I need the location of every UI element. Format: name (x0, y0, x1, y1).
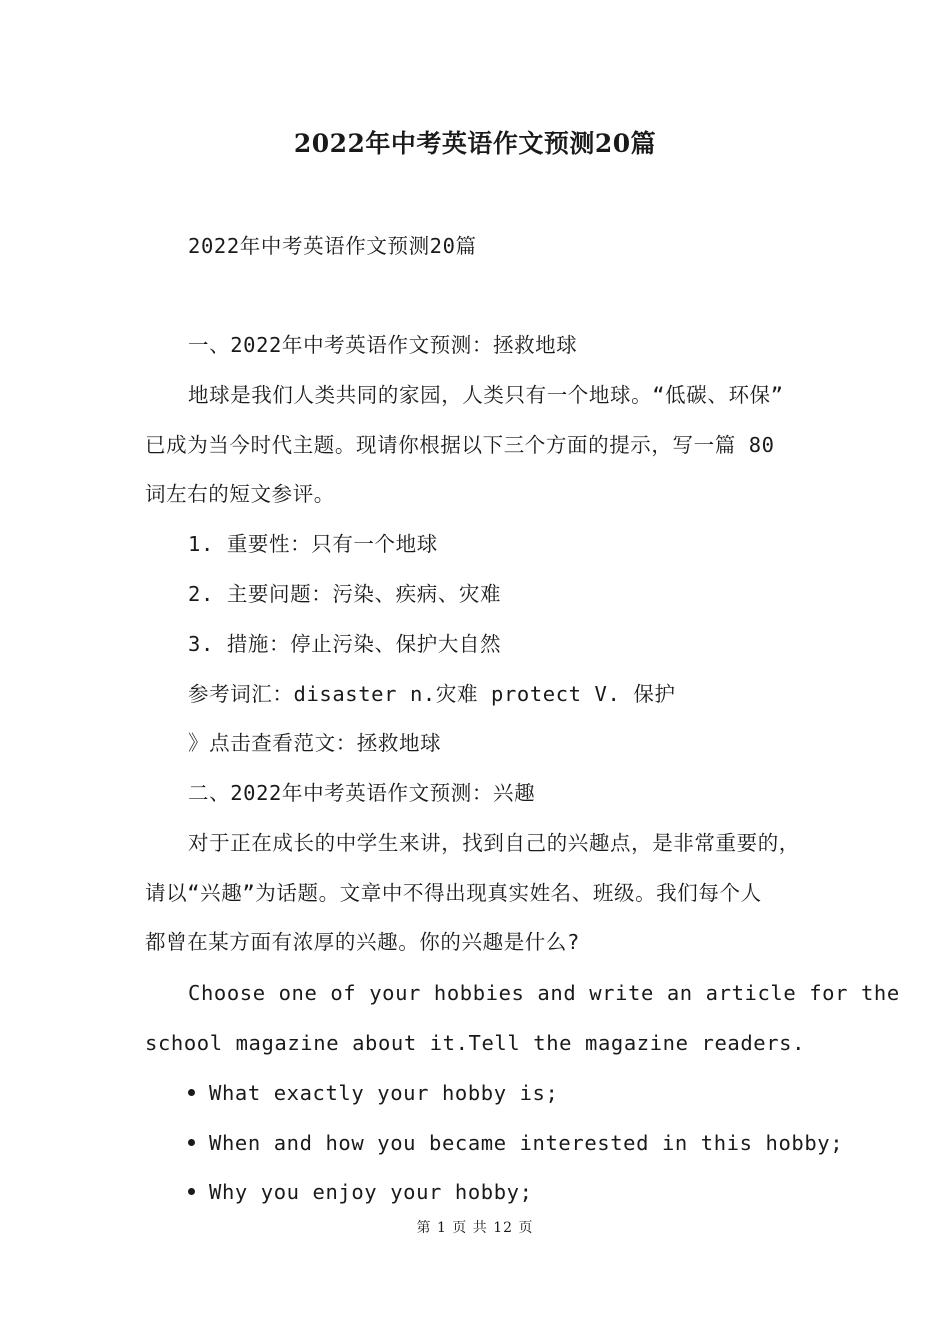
section-1-heading: 一、2022年中考英语作文预测：拯救地球 (188, 333, 578, 357)
section-1-paragraph-line-2: 已成为当今时代主题。现请你根据以下三个方面的提示，写一篇 80 (145, 433, 775, 457)
bullet-icon (188, 1089, 195, 1096)
section-1-point-2: 2. 主要问题：污染、疾病、灾难 (188, 582, 502, 606)
document-subtitle: 2022年中考英语作文预测20篇 (188, 234, 477, 258)
page-number-footer: 第 1 页 共 12 页 (416, 1220, 534, 1236)
section-2-english-line-1: Choose one of your hobbies and write an article for the (188, 981, 900, 1005)
list-item (188, 1178, 533, 1206)
section-1-sample-link[interactable]: 》点击查看范文：拯救地球 (188, 731, 442, 755)
section-2-heading: 二、2022年中考英语作文预测：兴趣 (188, 781, 536, 805)
bullet-icon (188, 1139, 195, 1146)
section-1-point-1: 1. 重要性：只有一个地球 (188, 532, 438, 556)
list-item (188, 1129, 843, 1157)
section-1-paragraph-line-1: 地球是我们人类共同的家园，人类只有一个地球。“低碳、环保” (188, 383, 784, 407)
section-2-paragraph-line-1: 对于正在成长的中学生来讲，找到自己的兴趣点，是非常重要的， (188, 831, 800, 855)
list-item-text: What exactly your hobby is; (209, 1081, 559, 1105)
section-2-english-line-2: school magazine about it.Tell the magazine readers. (145, 1031, 806, 1055)
section-2-paragraph-line-2: 请以“兴趣”为话题。文章中不得出现真实姓名、班级。我们每个人 (145, 881, 762, 905)
list-item (188, 1079, 558, 1107)
section-1-vocab: 参考词汇：disaster n.灾难 protect V. 保护 (188, 682, 676, 706)
section-1-point-3: 3. 措施：停止污染、保护大自然 (188, 632, 502, 656)
section-2-paragraph-line-3: 都曾在某方面有浓厚的兴趣。你的兴趣是什么? (145, 930, 580, 954)
list-item-text: Why you enjoy your hobby; (209, 1180, 533, 1204)
document-title: 2022年中考英语作文预测20篇 (293, 129, 657, 158)
list-item-text: When and how you became interested in this hobby; (209, 1131, 844, 1155)
bullet-icon (188, 1188, 195, 1195)
section-1-paragraph-line-3: 词左右的短文参评。 (145, 482, 335, 506)
